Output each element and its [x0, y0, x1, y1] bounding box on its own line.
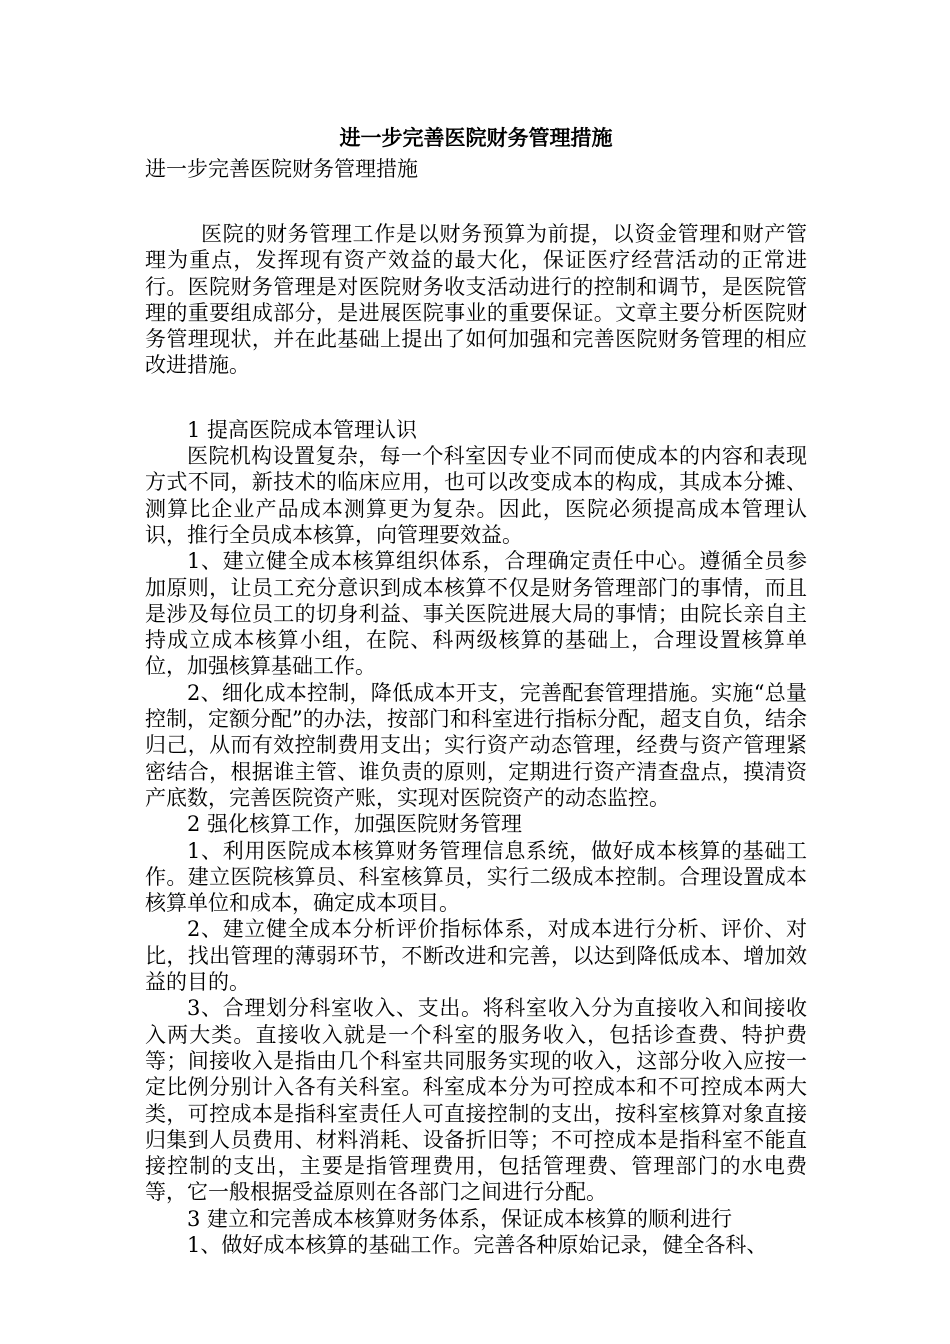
section-heading-2: 2 强化核算工作，加强医院财务管理	[187, 812, 523, 837]
body-paragraph: 1、做好成本核算的基础工作。完善各种原始记录，健全各科、	[187, 1232, 768, 1257]
document-subtitle: 进一步完善医院财务管理措施	[145, 157, 418, 181]
body-paragraph: 3、合理划分科室收入、支出。将科室收入分为直接收入和间接收入两大类。直接收入就是一个科室的服务收入，包括诊查费、特护费等；间接收入是指由几个科室共同服务实现的收入，这部分收入应按一定比例分别计入各有关科室。科室成本分为可控成本和不可控成本两大类，可控成本是指科室责任人可直接控制的支出，按科室核算对象直接归集到人员费用、材料消耗、设备折旧等；不可控成本是指科室不能直接控制的支出，主要是指管理费用，包括管理费、管理部门的水电费等，它一般根据受益原则在各部门之间进行分配。	[145, 996, 807, 1205]
document-page	[145, 122, 807, 1258]
body-paragraph: 2、细化成本控制，降低成本开支，完善配套管理措施。实施“总量控制，定额分配”的办法，按部门和科室进行指标分配，超支自负，结余归己，从而有效控制费用支出；实行资产动态管理，经费与资产管理紧密结合，根据谁主管、谁负责的原则，定期进行资产清查盘点，摸清资产底数，完善医院资产账，实现对医院资产的动态监控。	[145, 680, 807, 810]
abstract-paragraph: 医院的财务管理工作是以财务预算为前提，以资金管理和财产管理为重点，发挥现有资产效益的最大化，保证医疗经营活动的正常进行。医院财务管理是对医院财务收支活动进行的控制和调节，是医院管理的重要组成部分，是进展医院事业的重要保证。文章主要分析医院财务管理现状，并在此基础上提出了如何加强和完善医院财务管理的相应改进措施。	[145, 222, 807, 378]
body-paragraph: 2、建立健全成本分析评价指标体系，对成本进行分析、评价、对比，找出管理的薄弱环节，不断改进和完善，以达到降低成本、增加效益的目的。	[145, 917, 807, 995]
body-paragraph: 医院机构设置复杂，每一个科室因专业不同而使成本的内容和表现方式不同，新技术的临床应用，也可以改变成本的构成，其成本分摊、测算比企业产品成本测算更为复杂。因此，医院必须提高成本管理认识，推行全员成本核算，向管理要效益。	[145, 444, 807, 547]
body-paragraph: 1、利用医院成本核算财务管理信息系统，做好成本核算的基础工作。建立医院核算员、科室核算员，实行二级成本控制。合理设置成本核算单位和成本，确定成本项目。	[145, 838, 807, 916]
section-heading-3: 3 建立和完善成本核算财务体系，保证成本核算的顺利进行	[187, 1206, 733, 1231]
document-title: 进一步完善医院财务管理措施	[339, 125, 613, 150]
body-paragraph: 1、建立健全成本核算组织体系，合理确定责任中心。遵循全员参加原则，让员工充分意识到成本核算不仅是财务管理部门的事情，而且是涉及每位员工的切身利益、事关医院进展大局的事情；由院长亲自主持成立成本核算小组，在院、科两级核算的基础上，合理设置核算单位，加强核算基础工作。	[145, 549, 807, 679]
section-heading-1: 1 提高医院成本管理认识	[187, 417, 418, 442]
